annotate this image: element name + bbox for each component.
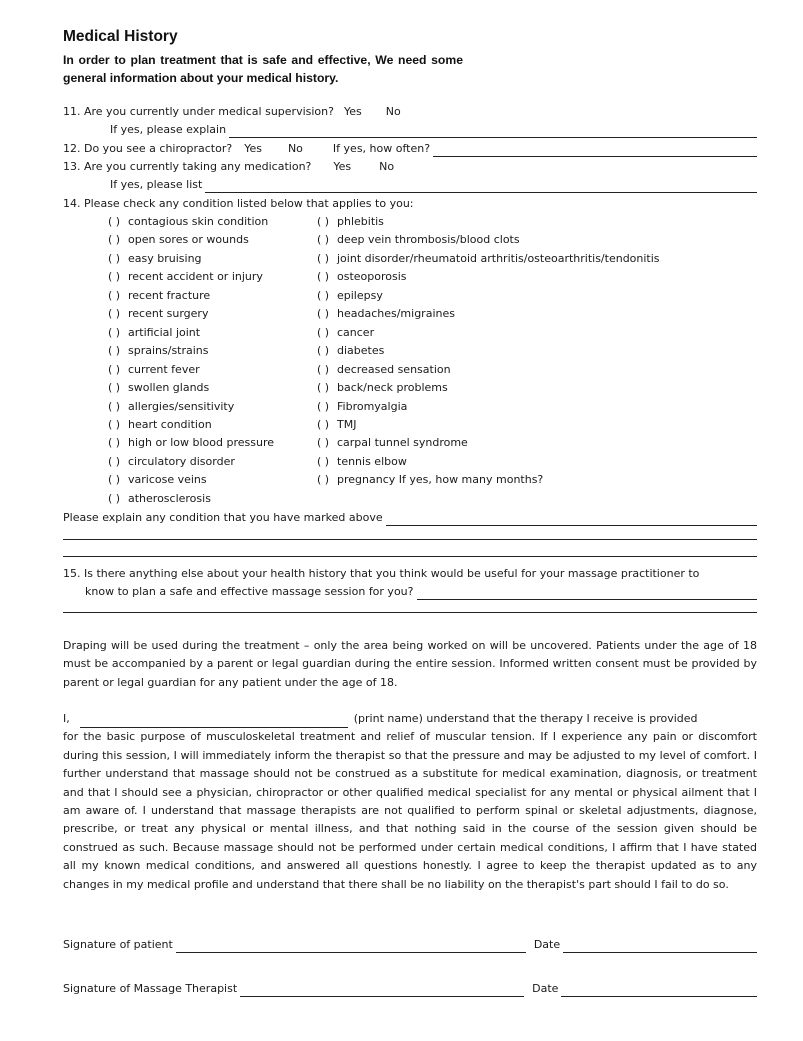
condition-checkbox[interactable]: ( ) [317, 215, 330, 228]
condition-checkbox[interactable]: ( ) [317, 473, 330, 487]
therapist-signature-label: Signature of Massage Therapist [63, 982, 238, 995]
right-condition-item [317, 399, 407, 415]
condition-checkbox[interactable]: ( ) [317, 270, 330, 284]
condition-label: swollen glands [128, 381, 210, 395]
therapist-signature-field[interactable] [240, 985, 524, 997]
condition-checkbox[interactable]: ( ) [317, 362, 330, 376]
q15-question-line2: know to plan a safe and effective massage session for you? [85, 585, 414, 598]
q14-prompt: 14. Please check any condition listed below that applies to you: [63, 197, 414, 210]
consent-i-label: I, [63, 711, 70, 725]
condition-label: contagious skin condition [128, 215, 269, 228]
left-condition-item [108, 380, 209, 396]
left-condition-item [108, 288, 210, 304]
condition-label: recent fracture [128, 288, 211, 302]
left-condition-item [108, 214, 268, 230]
q15-answer-line-2[interactable] [63, 612, 757, 613]
patient-signature-label: Signature of patient [63, 938, 173, 951]
condition-checkbox[interactable]: ( ) [108, 251, 121, 265]
right-condition-item [317, 435, 468, 451]
condition-checkbox[interactable]: ( ) [108, 381, 121, 395]
left-condition-item [108, 232, 249, 248]
q13-no-option[interactable]: No [379, 160, 395, 173]
left-condition-item [108, 435, 274, 451]
condition-label: back/neck problems [337, 381, 448, 395]
condition-label: diabetes [337, 344, 385, 358]
left-condition-item [108, 399, 234, 415]
q14-explain-line-2[interactable] [63, 539, 757, 540]
condition-label: decreased sensation [337, 362, 451, 376]
condition-label: recent accident or injury [128, 270, 263, 284]
left-condition-item [108, 306, 208, 322]
q14-explain-label: Please explain any condition that you have marked above [63, 511, 383, 524]
condition-label: recent surgery [128, 307, 209, 321]
condition-checkbox[interactable]: ( ) [108, 399, 121, 413]
q14-explain-row [63, 510, 757, 526]
q15-row-1 [63, 566, 757, 582]
therapist-signature-row [63, 981, 757, 997]
patient-signature-row [63, 937, 757, 953]
condition-label: sprains/strains [128, 344, 209, 358]
print-name-field[interactable] [80, 715, 348, 728]
right-condition-item [317, 380, 448, 396]
condition-checkbox[interactable]: ( ) [317, 381, 330, 395]
q13-list-field[interactable] [205, 181, 757, 193]
condition-checkbox[interactable]: ( ) [108, 436, 121, 450]
intro-text: In order to plan treatment that is safe and effective, We need some general information about your medical history. [63, 53, 463, 85]
consent-first-line-text: (print name) understand that the therapy I receive is provided [353, 711, 698, 725]
q15-question-line1: 15. Is there anything else about your health history that you think would be useful for your massage practitioner to [63, 567, 700, 580]
condition-checkbox[interactable]: ( ) [108, 362, 121, 376]
condition-label: allergies/sensitivity [128, 399, 235, 413]
condition-checkbox[interactable]: ( ) [108, 473, 121, 487]
q13-list-label: If yes, please list [110, 178, 203, 191]
q14-explain-line-3[interactable] [63, 556, 757, 557]
q13-list-row [110, 177, 757, 193]
left-condition-item [108, 362, 200, 378]
condition-label: tennis elbow [337, 454, 407, 468]
consent-first-line [63, 710, 757, 728]
condition-checkbox[interactable]: ( ) [108, 417, 121, 431]
q13-yes-option[interactable]: Yes [333, 160, 352, 173]
right-condition-item [317, 417, 356, 433]
right-condition-item [317, 454, 407, 470]
q11-row [63, 104, 463, 120]
right-condition-item [317, 472, 543, 488]
right-condition-item [317, 325, 374, 341]
condition-label: easy bruising [128, 251, 202, 265]
left-condition-item [108, 472, 207, 488]
condition-checkbox[interactable]: ( ) [317, 399, 330, 413]
condition-checkbox[interactable]: ( ) [108, 307, 121, 321]
patient-signature-field[interactable] [176, 941, 526, 953]
q14-row [63, 196, 757, 212]
condition-label: cancer [337, 325, 375, 339]
right-condition-item [317, 251, 660, 267]
q12-question: 12. Do you see a chiropractor? [63, 142, 233, 155]
condition-checkbox[interactable]: ( ) [317, 233, 330, 247]
condition-label: heart condition [128, 417, 212, 431]
q12-row [63, 141, 757, 157]
q15-answer-field[interactable] [417, 588, 758, 600]
condition-label: osteoporosis [337, 270, 407, 284]
page-title: Medical History [63, 28, 178, 45]
left-condition-item [108, 325, 200, 341]
condition-checkbox[interactable]: ( ) [317, 454, 330, 468]
patient-date-field[interactable] [563, 941, 757, 953]
condition-checkbox[interactable]: ( ) [317, 288, 330, 302]
condition-checkbox[interactable]: ( ) [108, 270, 121, 284]
condition-label: joint disorder/rheumatoid arthritis/osteoarthritis/tendonitis [337, 251, 660, 265]
condition-label: artificial joint [128, 325, 201, 339]
therapist-date-field[interactable] [561, 985, 757, 997]
condition-checkbox[interactable]: ( ) [108, 288, 121, 302]
q12-yes-option[interactable]: Yes [244, 142, 262, 155]
condition-label: Fibromyalgia [337, 399, 408, 413]
condition-checkbox[interactable]: ( ) [108, 454, 121, 468]
condition-checkbox[interactable]: ( ) [108, 215, 121, 228]
q13-question: 13. Are you currently taking any medication? [63, 160, 312, 173]
right-condition-item [317, 343, 384, 359]
right-condition-item [317, 288, 383, 304]
left-condition-item [108, 454, 235, 470]
condition-checkbox[interactable]: ( ) [108, 491, 121, 505]
condition-label: high or low blood pressure [128, 436, 274, 450]
left-condition-item [108, 251, 202, 267]
condition-label: epilepsy [337, 288, 383, 302]
left-condition-item [108, 491, 211, 507]
q11-explain-label: If yes, please explain [110, 123, 227, 136]
condition-label: circulatory disorder [128, 454, 235, 468]
condition-checkbox[interactable]: ( ) [108, 325, 121, 339]
right-condition-item [317, 362, 451, 378]
condition-checkbox[interactable]: ( ) [317, 344, 330, 358]
right-condition-item [317, 214, 384, 230]
condition-label: open sores or wounds [128, 233, 249, 247]
right-condition-item [317, 232, 520, 248]
consent-paragraph [63, 710, 757, 894]
q12-often-field[interactable] [433, 145, 757, 157]
condition-label: pregnancy If yes, how many months? [337, 473, 544, 487]
therapist-date-label: Date [532, 982, 559, 995]
left-condition-item [108, 343, 209, 359]
condition-checkbox[interactable]: ( ) [317, 251, 330, 265]
condition-label: phlebitis [337, 215, 384, 228]
q12-no-option[interactable]: No [287, 142, 303, 155]
condition-checkbox[interactable]: ( ) [317, 325, 330, 339]
q13-row [63, 159, 463, 175]
condition-checkbox[interactable]: ( ) [317, 436, 330, 450]
condition-label: varicose veins [128, 473, 207, 487]
left-condition-item [108, 269, 263, 285]
q15-row-2 [85, 584, 757, 600]
condition-label: deep vein thrombosis/blood clots [337, 233, 520, 247]
condition-label: headaches/migraines [337, 307, 455, 321]
q14-explain-field[interactable] [386, 514, 757, 526]
q11-question: 11. Are you currently under medical supervision? [63, 105, 334, 118]
right-condition-item [317, 306, 455, 322]
q12-often-label: If yes, how often? [332, 142, 431, 155]
q11-explain-field[interactable] [229, 126, 757, 138]
condition-label: carpal tunnel syndrome [337, 436, 468, 450]
condition-label: current fever [128, 362, 200, 376]
draping-paragraph: Draping will be used during the treatment – only the area being worked on will be uncovered. Patients under the age of 18 must be accompanied by a parent or legal guardian during the entire session. Informed written consent must be provided by parent or legal guardian for any patient under the age of 18. [63, 639, 757, 689]
q11-explain-row [110, 122, 757, 138]
consent-body: for the basic purpose of musculoskeletal treatment and relief of muscular tension. If I experience any pain or discomfort during this session, I will immediately inform the therapist so that the pressure and may be adjusted to my level of comfort. I further understand that massage should not be construed as a substitute for medical examination, diagnosis, or treatment and that I should see a physician, chiropractor or other qualified medical specialist for any mental or physical ailment that I am aware of. I understand that massage therapists are not qualified to perform spinal or skeletal adjustments, diagnose, prescribe, or treat any physical or mental illness, and that nothing said in the course of the session given should be construed as such. Because massage should not be performed under certain medical conditions, I affirm that I have stated all my known medical conditions, and answered all questions honestly. I agree to keep the therapist updated as to any changes in my medical profile and understand that there shall be no liability on the therapist's part should I fail to do so. [63, 730, 757, 891]
left-condition-item [108, 417, 212, 433]
patient-date-label: Date [533, 938, 561, 951]
q11-yes-option[interactable]: Yes [343, 105, 362, 118]
condition-checkbox[interactable]: ( ) [108, 344, 121, 358]
right-condition-item [317, 269, 407, 285]
condition-checkbox[interactable]: ( ) [108, 233, 121, 247]
condition-label: TMJ [337, 417, 357, 431]
condition-checkbox[interactable]: ( ) [317, 417, 330, 431]
condition-label: atherosclerosis [128, 491, 211, 505]
q11-no-option[interactable]: No [385, 105, 401, 118]
condition-checkbox[interactable]: ( ) [317, 307, 330, 321]
